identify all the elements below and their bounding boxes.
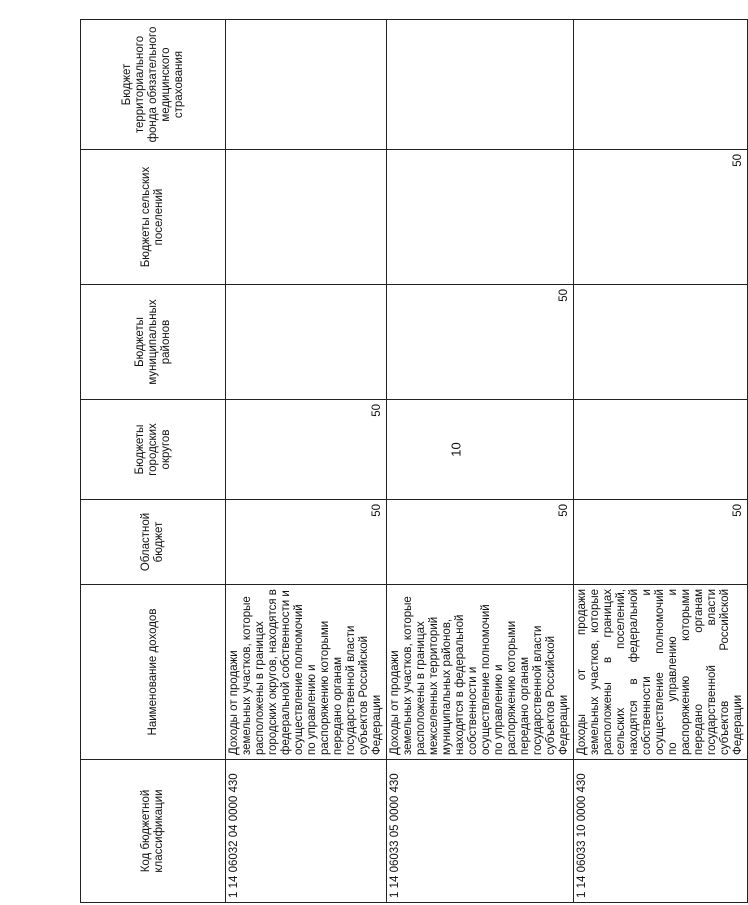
row-municipal	[226, 285, 387, 400]
row-municipal	[574, 285, 748, 400]
row-code: 1 14 06032 04 0000 430	[226, 760, 387, 903]
rotated-table-container	[80, 20, 744, 903]
row-tfoms	[226, 20, 387, 150]
row-city	[574, 400, 748, 500]
header-code: Код бюджетной классификации	[81, 760, 226, 903]
header-rural: Бюджеты сельских поселений	[81, 150, 226, 285]
table-row	[387, 20, 574, 903]
row-oblast: 50	[226, 500, 387, 585]
header-city: Бюджеты городских округов	[81, 400, 226, 500]
row-rural	[226, 150, 387, 285]
header-oblast: Областной бюджет	[81, 500, 226, 585]
header-municipal: Бюджеты муниципальных районов	[81, 285, 226, 400]
row-name: Доходы от продажи земельных участков, которые расположены в границах сельских поселений, находятся в федеральной собственности и осуществление полномочий по управлению и распоряжению которыми передано органам государственной власти субъектов Российской Федерации	[574, 585, 748, 760]
row-name: Доходы от продажи земельных участков, которые расположены в границах городских округов, находятся в федеральной собственности и осуществление полномочий по управлению и распоряжению которыми передано органам государственной власти субъектов Российской Федерации	[226, 585, 387, 760]
row-name: Доходы от продажи земельных участков, которые расположены в границах межселенных территорий муниципальных районов, находятся в федеральной собственности и осуществление полномочий по управлению и распоряжению которыми передано органам государственной власти субъектов Российской Федерации	[387, 585, 574, 760]
row-oblast: 50	[574, 500, 748, 585]
row-municipal: 50	[387, 285, 574, 400]
row-tfoms	[574, 20, 748, 150]
header-row	[81, 20, 226, 903]
row-code: 1 14 06033 10 0000 430	[574, 760, 748, 903]
row-city: 50	[226, 400, 387, 500]
header-tfoms: Бюджет территориального фонда обязательного медицинского страхования	[81, 20, 226, 150]
row-rural: 50	[574, 150, 748, 285]
row-city	[387, 400, 574, 500]
table-row	[574, 20, 748, 903]
revenue-table	[80, 19, 748, 903]
row-tfoms	[387, 20, 574, 150]
row-code: 1 14 06033 05 0000 430	[387, 760, 574, 903]
table-row	[226, 20, 387, 903]
header-name: Наименование доходов	[81, 585, 226, 760]
row-rural	[387, 150, 574, 285]
row-oblast: 50	[387, 500, 574, 585]
page-number: 10	[448, 442, 464, 457]
